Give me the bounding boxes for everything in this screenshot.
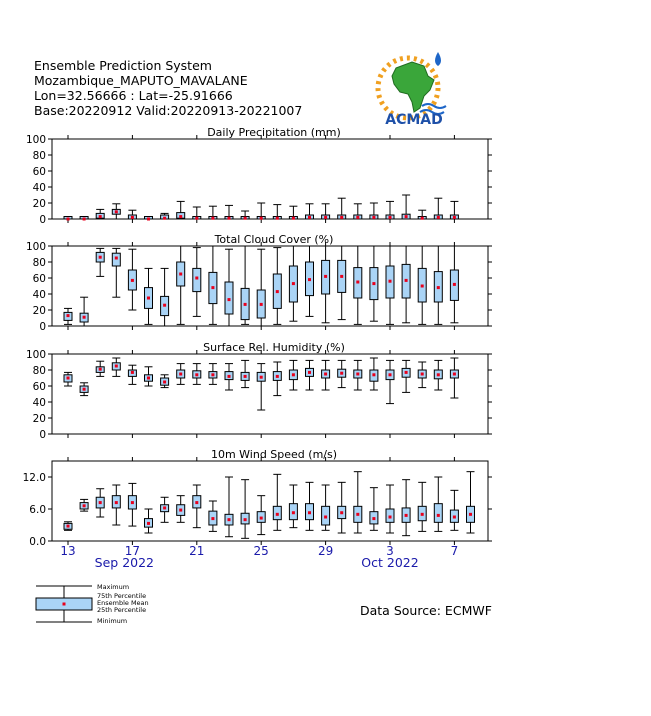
mean-marker	[244, 303, 247, 306]
box-whisker	[402, 195, 410, 219]
header-base-valid: Base:20220912 Valid:20220913-20221007	[34, 103, 303, 118]
mean-marker	[437, 514, 440, 517]
box-whisker	[112, 358, 120, 376]
mean-marker	[389, 516, 392, 519]
box-whisker	[193, 485, 201, 528]
mean-marker	[372, 373, 375, 376]
box-whisker	[386, 201, 394, 219]
mean-marker	[356, 373, 359, 376]
box-whisker	[322, 204, 330, 219]
mean-marker	[389, 216, 392, 219]
box-whisker	[193, 248, 201, 317]
mean-marker	[147, 522, 150, 525]
mean-marker	[131, 501, 134, 504]
x-tick-label: 29	[317, 544, 334, 558]
box-whisker	[289, 206, 297, 220]
chart-panel-2	[26, 233, 492, 333]
mean-marker	[356, 216, 359, 219]
box-whisker	[386, 485, 394, 533]
mean-marker	[324, 216, 327, 219]
box-whisker	[225, 477, 233, 537]
mean-marker	[276, 513, 279, 516]
mean-marker	[195, 277, 198, 280]
mean-marker	[372, 282, 375, 285]
mean-marker	[115, 210, 118, 213]
box-whisker	[96, 489, 104, 517]
mean-marker	[292, 217, 295, 220]
box-whisker	[161, 497, 169, 522]
mean-marker	[340, 275, 343, 278]
mean-marker	[340, 216, 343, 219]
chart-title: Daily Precipitation (mm)	[207, 126, 341, 139]
box-whisker	[306, 360, 314, 390]
mean-marker	[453, 283, 456, 286]
mean-marker	[99, 501, 102, 504]
mean-marker	[244, 217, 247, 220]
box-whisker	[354, 204, 362, 219]
box-whisker	[161, 268, 169, 326]
chart-panel-3	[26, 341, 492, 441]
mean-marker	[276, 217, 279, 220]
mean-marker	[276, 290, 279, 293]
mean-marker	[147, 297, 150, 300]
mean-marker	[228, 518, 231, 521]
mean-marker	[405, 215, 408, 218]
mean-marker	[292, 373, 295, 376]
mean-marker	[228, 217, 231, 220]
mean-marker	[228, 298, 231, 301]
box-whisker	[145, 217, 153, 221]
mean-marker	[356, 513, 359, 516]
mean-marker	[115, 365, 118, 368]
box-whisker	[177, 364, 185, 385]
iqr-box	[112, 253, 120, 266]
mean-marker	[389, 280, 392, 283]
y-tick-label: 100	[25, 349, 46, 361]
header-coordinates: Lon=32.56666 : Lat=-25.91666	[34, 88, 233, 103]
box-whisker	[273, 205, 281, 220]
mean-marker	[340, 372, 343, 375]
mean-marker	[83, 388, 86, 391]
mean-marker	[421, 513, 424, 516]
box-whisker	[128, 365, 136, 384]
mean-marker	[99, 215, 102, 218]
box-whisker	[257, 364, 265, 410]
mean-marker	[421, 373, 424, 376]
mean-marker	[405, 371, 408, 374]
box-whisker	[418, 246, 426, 324]
mean-marker	[83, 316, 86, 319]
mean-marker	[453, 216, 456, 219]
y-tick-label: 40	[32, 289, 46, 301]
mean-marker	[244, 375, 247, 378]
mean-marker	[292, 511, 295, 514]
box-whisker	[161, 375, 169, 388]
mean-marker	[437, 286, 440, 289]
y-tick-label: 100	[25, 134, 46, 146]
mean-marker	[260, 376, 263, 379]
box-whisker	[80, 217, 88, 221]
mean-marker	[372, 216, 375, 219]
x-tick-label: 25	[253, 544, 269, 558]
x-tick-label: 17	[124, 544, 141, 558]
mean-marker	[83, 218, 86, 221]
y-tick-label: 100	[25, 241, 46, 253]
mean-marker	[211, 373, 214, 376]
mean-marker	[421, 285, 424, 288]
box-whisker	[450, 246, 458, 323]
box-whisker	[96, 361, 104, 376]
y-tick-label: 0.0	[29, 536, 46, 548]
chart-panel-4	[23, 448, 492, 548]
mean-marker	[99, 256, 102, 259]
box-whisker	[241, 211, 249, 220]
box-whisker	[145, 268, 153, 324]
y-tick-label: 20	[32, 413, 46, 425]
box-whisker	[402, 480, 410, 536]
box-whisker	[402, 360, 410, 392]
y-tick-label: 40	[32, 182, 46, 194]
box-whisker	[386, 246, 394, 324]
mean-marker	[292, 282, 295, 285]
box-whisker	[434, 246, 442, 324]
y-tick-label: 60	[32, 273, 46, 285]
y-tick-label: 6.0	[29, 504, 46, 516]
box-whisker	[241, 480, 249, 539]
box-whisker	[177, 201, 185, 219]
mean-marker	[67, 314, 70, 317]
box-whisker	[128, 210, 136, 219]
mean-marker	[211, 286, 214, 289]
box-whisker	[257, 496, 265, 535]
box-whisker	[306, 204, 314, 219]
mean-marker	[115, 501, 118, 504]
mean-marker	[324, 275, 327, 278]
y-tick-label: 0	[39, 321, 46, 333]
acmad-logo-text: ACMAD	[385, 112, 443, 126]
iqr-box	[434, 504, 442, 523]
legend-mean-marker	[63, 603, 66, 606]
iqr-box	[193, 268, 201, 291]
mean-marker	[453, 516, 456, 519]
y-tick-label: 20	[32, 198, 46, 210]
box-whisker	[64, 372, 72, 386]
box-whisker	[80, 297, 88, 326]
mean-marker	[469, 513, 472, 516]
box-whisker	[306, 246, 314, 316]
legend-minimum: Minimum	[97, 617, 128, 625]
box-whisker	[64, 217, 72, 221]
y-tick-label: 80	[32, 257, 46, 269]
box-whisker	[322, 246, 330, 323]
mean-marker	[211, 517, 214, 520]
mean-marker	[405, 514, 408, 517]
mean-marker	[228, 375, 231, 378]
mean-marker	[163, 304, 166, 307]
mean-marker	[195, 217, 198, 220]
legend-p75: 75th Percentile	[97, 592, 147, 600]
date-axis	[60, 544, 458, 570]
legend-p25: 25th Percentile	[97, 606, 147, 614]
y-tick-label: 80	[32, 365, 46, 377]
box-whisker	[257, 249, 265, 326]
box-whisker	[273, 362, 281, 396]
mean-marker	[308, 371, 311, 374]
y-tick-label: 60	[32, 381, 46, 393]
box-whisker	[289, 485, 297, 528]
y-tick-label: 12.0	[22, 472, 46, 484]
chart-title: Surface Rel. Humidity (%)	[203, 341, 345, 354]
mean-marker	[195, 373, 198, 376]
box-whisker	[241, 360, 249, 387]
box-whisker	[434, 477, 442, 531]
box-whisker	[370, 358, 378, 390]
box-whisker	[193, 364, 201, 385]
box-whisker	[450, 358, 458, 398]
mean-marker	[372, 517, 375, 520]
x-tick-label: 7	[450, 544, 459, 558]
header-station: Mozambique_MAPUTO_MAVALANE	[34, 73, 248, 88]
box-whisker	[289, 246, 297, 321]
box-whisker	[145, 509, 153, 533]
y-tick-label: 0	[39, 429, 46, 441]
box-whisker	[209, 364, 217, 385]
box-whisker	[386, 360, 394, 403]
box-whisker	[434, 198, 442, 219]
box-whisker	[64, 522, 72, 531]
box-whisker	[80, 383, 88, 396]
month-label-sep: Sep 2022	[94, 555, 155, 570]
mean-marker	[260, 303, 263, 306]
box-whisker	[354, 246, 362, 324]
x-tick-label: 3	[386, 544, 394, 558]
mean-marker	[163, 217, 166, 220]
mean-marker	[437, 216, 440, 219]
mean-marker	[99, 368, 102, 371]
data-source: Data Source: ECMWF	[360, 603, 492, 618]
box-whisker	[128, 249, 136, 310]
box-whisker	[225, 364, 233, 390]
chart-title: 10m Wind Speed (m/s)	[210, 448, 338, 461]
legend-maximum: Maximum	[97, 583, 130, 591]
box-whisker	[434, 360, 442, 390]
x-tick-label: 13	[60, 544, 76, 558]
box-whisker	[467, 472, 475, 533]
mean-marker	[67, 525, 70, 528]
box-whisker	[241, 246, 249, 324]
box-whisker	[193, 207, 201, 220]
box-whisker	[209, 246, 217, 324]
box-whisker	[112, 248, 120, 297]
box-whisker	[112, 485, 120, 525]
mean-marker	[83, 504, 86, 507]
box-whisker	[80, 499, 88, 511]
box-whisker	[257, 203, 265, 220]
chart-panel-1	[26, 126, 492, 226]
y-tick-label: 20	[32, 305, 46, 317]
box-whisker	[370, 246, 378, 321]
mean-marker	[260, 517, 263, 520]
mean-marker	[131, 216, 134, 219]
box-whisker	[450, 201, 458, 219]
mean-marker	[276, 375, 279, 378]
box-whisker	[209, 501, 217, 531]
box-whisker	[322, 360, 330, 390]
mean-marker	[163, 506, 166, 509]
x-tick-label: 21	[189, 544, 205, 558]
mean-marker	[405, 279, 408, 282]
box-whisker	[273, 248, 281, 325]
box-whisker	[96, 248, 104, 276]
box-whisker	[145, 367, 153, 386]
box-whisker	[370, 203, 378, 219]
mean-marker	[131, 279, 134, 282]
box-whisker	[177, 496, 185, 523]
y-tick-label: 40	[32, 397, 46, 409]
mean-marker	[67, 218, 70, 221]
chart-title: Total Cloud Cover (%)	[214, 233, 334, 246]
box-whisker	[418, 362, 426, 388]
mean-marker	[324, 516, 327, 519]
plot-frame	[52, 139, 488, 219]
box-whisker	[322, 485, 330, 530]
box-whisker	[418, 482, 426, 531]
box-whisker	[418, 210, 426, 220]
box-whisker	[338, 482, 346, 533]
mean-marker	[195, 501, 198, 504]
mean-marker	[308, 216, 311, 219]
box-whisker	[225, 205, 233, 219]
header-title: Ensemble Prediction System	[34, 58, 212, 73]
mean-marker	[437, 373, 440, 376]
y-tick-label: 0	[39, 214, 46, 226]
mean-marker	[308, 511, 311, 514]
box-whisker	[338, 360, 346, 387]
box-whisker	[96, 209, 104, 219]
mean-marker	[308, 278, 311, 281]
legend	[36, 583, 149, 625]
box-whisker	[64, 308, 72, 324]
box-whisker	[338, 198, 346, 219]
mean-marker	[163, 381, 166, 384]
box-whisker	[450, 490, 458, 530]
box-whisker	[161, 213, 169, 219]
mean-marker	[67, 377, 70, 380]
box-whisker	[128, 483, 136, 526]
box-whisker	[370, 488, 378, 531]
box-whisker	[306, 482, 314, 530]
box-whisker	[112, 204, 120, 219]
box-whisker	[209, 206, 217, 220]
y-tick-label: 60	[32, 166, 46, 178]
mean-marker	[389, 373, 392, 376]
mean-marker	[211, 217, 214, 220]
mean-marker	[179, 215, 182, 218]
mean-marker	[421, 217, 424, 220]
mean-marker	[179, 273, 182, 276]
mean-marker	[147, 218, 150, 221]
mean-marker	[356, 281, 359, 284]
legend-mean: Ensemble Mean	[97, 599, 149, 607]
box-whisker	[289, 360, 297, 390]
y-tick-label: 80	[32, 150, 46, 162]
mean-marker	[260, 217, 263, 220]
box-whisker	[354, 360, 362, 390]
mean-marker	[340, 511, 343, 514]
box-whisker	[225, 249, 233, 326]
mean-marker	[147, 377, 150, 380]
mean-marker	[179, 509, 182, 512]
mean-marker	[115, 257, 118, 260]
box-whisker	[354, 472, 362, 533]
month-label-oct: Oct 2022	[361, 555, 419, 570]
box-whisker	[177, 246, 185, 324]
iqr-box	[225, 282, 233, 314]
mean-marker	[131, 371, 134, 374]
mean-marker	[179, 373, 182, 376]
box-whisker	[273, 474, 281, 530]
mean-marker	[244, 518, 247, 521]
mean-marker	[324, 373, 327, 376]
mean-marker	[453, 373, 456, 376]
box-whisker	[338, 246, 346, 320]
box-whisker	[402, 246, 410, 323]
